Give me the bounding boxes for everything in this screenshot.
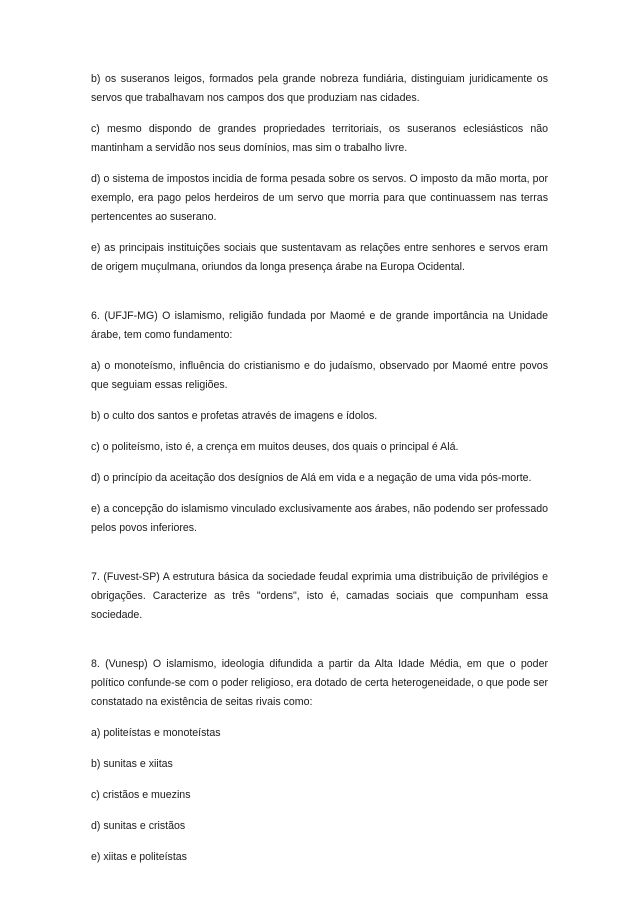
- option-b: b) o culto dos santos e profetas através de imagens e ídolos.: [91, 410, 378, 422]
- option-e: e) a concepção do islamismo vinculado exclusivamente aos árabes, não podendo ser professado pelos povos inferiores.: [91, 503, 548, 534]
- question-7: [91, 568, 548, 625]
- option-c: c) o politeísmo, isto é, a crença em muitos deuses, dos quais o principal é Alá.: [91, 441, 459, 453]
- option-c: c) mesmo dispondo de grandes propriedades territoriais, os suseranos eclesiásticos não mantinham a servidão nos seus domínios, mas sim o trabalho livre.: [91, 123, 548, 154]
- option-b: b) os suseranos leigos, formados pela grande nobreza fundiária, distinguiam juridicamente os servos que trabalhavam nos campos dos que produziam nas cidades.: [91, 73, 548, 104]
- question-8: [91, 655, 548, 867]
- option-d: d) o princípio da aceitação dos desígnios de Alá em vida e a negação de uma vida pós-morte.: [91, 472, 532, 484]
- option-b: b) sunitas e xiitas: [91, 758, 173, 770]
- option-e: e) xiitas e politeístas: [91, 851, 187, 863]
- option-d: d) sunitas e cristãos: [91, 820, 186, 832]
- option-d: d) o sistema de impostos incidia de forma pesada sobre os servos. O imposto da mão morta, por exemplo, era pago pelos herdeiros de um servo que morria para que continuassem nas terras pertencentes ao suserano.: [91, 173, 548, 223]
- question-6: [91, 307, 548, 538]
- question-stem: 7. (Fuvest-SP) A estrutura básica da sociedade feudal exprimia uma distribuição de privilégios e obrigações. Caracterize as três "ordens", isto é, camadas sociais que compunham essa sociedade.: [91, 571, 548, 621]
- option-a: a) politeístas e monoteístas: [91, 727, 221, 739]
- question-stem: 6. (UFJF-MG) O islamismo, religião fundada por Maomé e de grande importância na Unidade árabe, tem como fundamento:: [91, 310, 548, 341]
- option-e: e) as principais instituições sociais que sustentavam as relações entre senhores e servos eram de origem muçulmana, oriundos da longa presença árabe na Europa Ocidental.: [91, 242, 548, 273]
- previous-question-options: [91, 70, 548, 277]
- option-c: c) cristãos e muezins: [91, 789, 191, 801]
- document-page: [91, 70, 548, 879]
- question-stem: 8. (Vunesp) O islamismo, ideologia difundida a partir da Alta Idade Média, em que o poder político confunde-se com o poder religioso, era dotado de certa heterogeneidade, o que pode ser constatado na existência de seitas rivais como:: [91, 658, 548, 708]
- option-a: a) o monoteísmo, influência do cristianismo e do judaísmo, observado por Maomé entre povos que seguiam essas religiões.: [91, 360, 548, 391]
